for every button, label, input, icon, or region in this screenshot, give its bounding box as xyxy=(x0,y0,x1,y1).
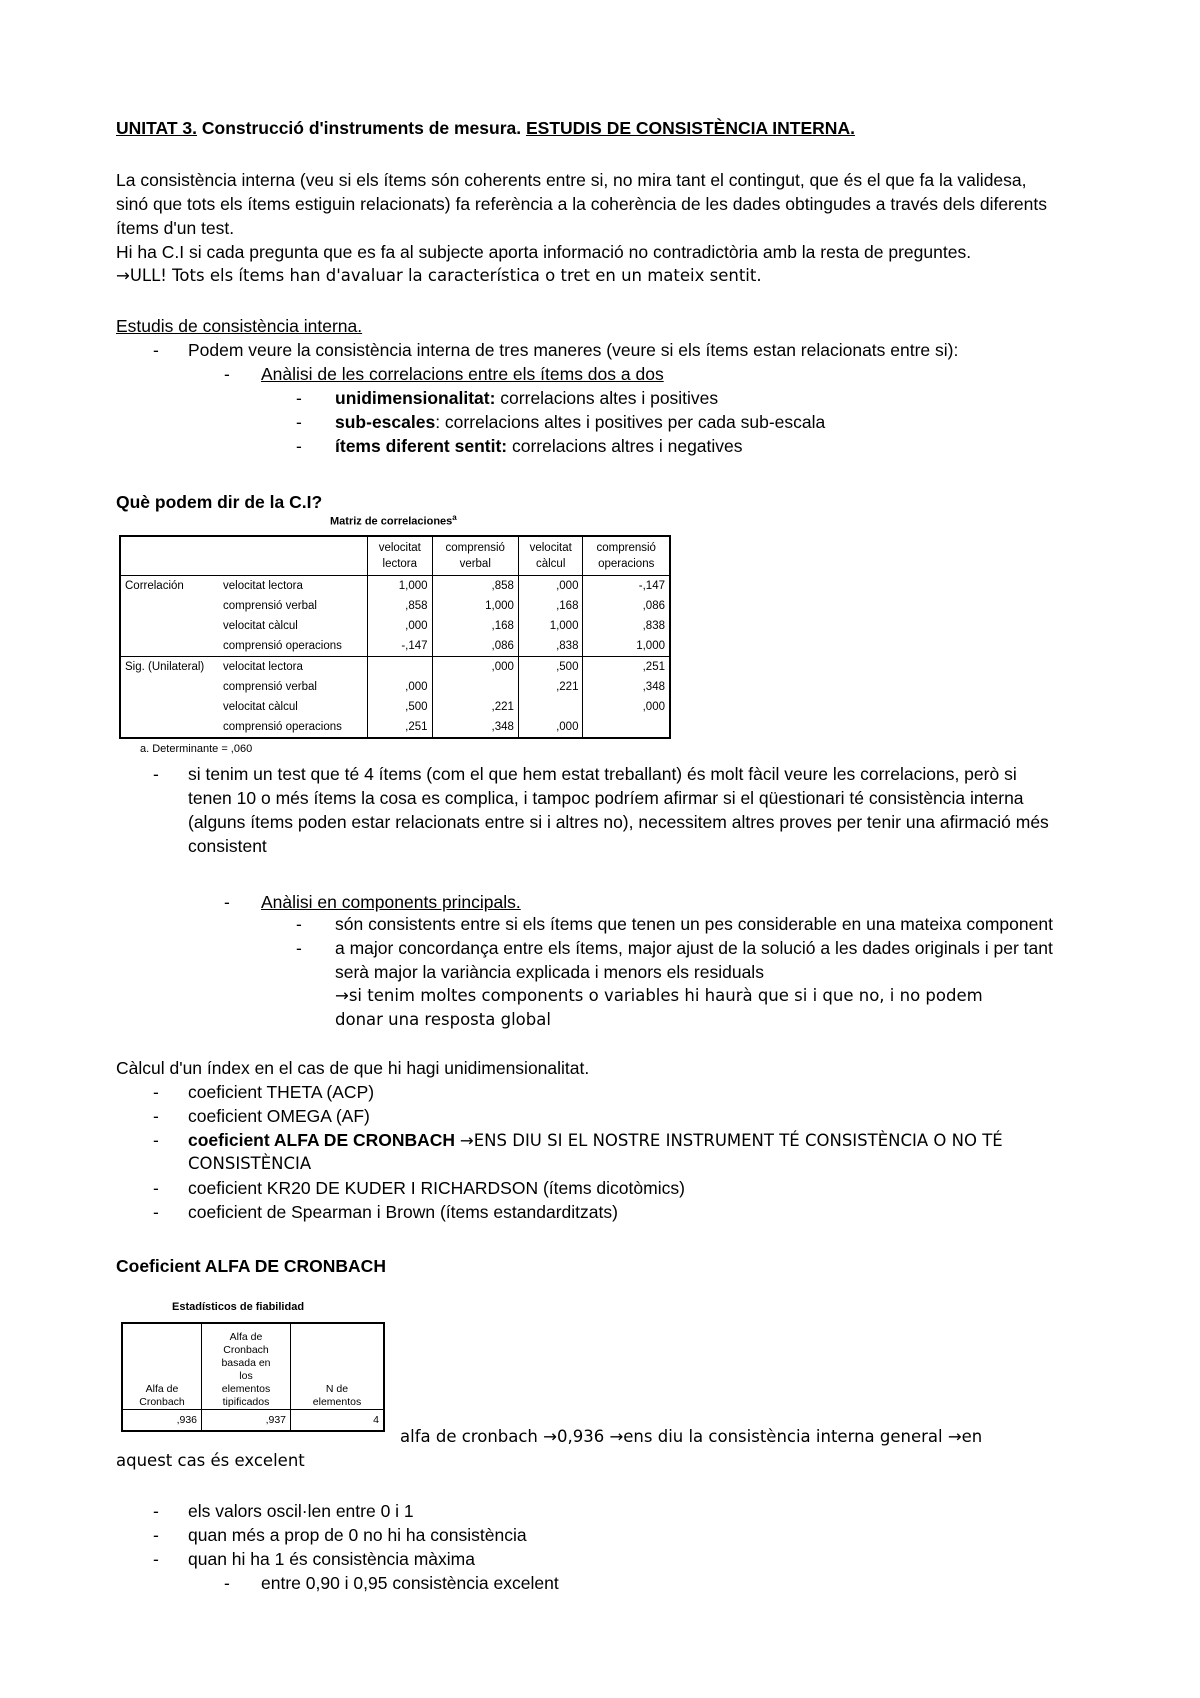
table-row xyxy=(120,677,670,697)
col-header: velocitat càlcul xyxy=(518,536,583,576)
col-header: comprensió operacions xyxy=(583,536,670,576)
after-table-line-4: consistent xyxy=(188,836,267,856)
title-text: Construcció d'instruments de mesura. xyxy=(197,118,526,138)
group-label xyxy=(120,596,219,616)
studies-item-1: Podem veure la consistència interna de tres maneres (veure si els ítems estan relacionats entre si): xyxy=(188,340,959,360)
dash: - xyxy=(224,1573,230,1593)
matrix-cell: ,086 xyxy=(583,596,670,616)
dash: - xyxy=(153,1130,159,1150)
index-item-5: coeficient de Spearman i Brown (ítems estandarditzats) xyxy=(188,1202,618,1222)
dash: - xyxy=(296,436,302,456)
dash: - xyxy=(296,938,302,958)
col-header: Alfa de Cronbach basada en los elementos tipificados xyxy=(202,1323,291,1410)
n-items-value: 4 xyxy=(291,1410,385,1432)
col-header: comprensió verbal xyxy=(432,536,518,576)
matrix-cell xyxy=(518,697,583,717)
studies-bullet-3: ítems diferent sentit: correlacions altres i negatives xyxy=(335,436,743,456)
reliability-table-title: Estadísticos de fiabilidad xyxy=(172,1301,305,1313)
matrix-cell: ,348 xyxy=(432,717,518,738)
matrix-cell: ,000 xyxy=(368,616,433,636)
matrix-cell: ,858 xyxy=(432,576,518,597)
matrix-cell: ,251 xyxy=(583,657,670,678)
studies-title: Estudis de consistència interna. xyxy=(116,316,363,336)
matrix-cell: -,147 xyxy=(368,636,433,657)
correlation-body xyxy=(120,576,670,739)
dash: - xyxy=(153,1082,159,1102)
pca-bullet-1: són consistents entre si els ítems que tenen un pes considerable en una mateixa component xyxy=(335,914,1053,934)
table-row xyxy=(120,616,670,636)
matrix-cell: 1,000 xyxy=(368,576,433,597)
matrix-cell: ,000 xyxy=(432,657,518,678)
intro-line-4: Hi ha C.I si cada pregunta que es fa al subjecte aporta informació no contradictòria amb la resta de preguntes. xyxy=(116,242,972,262)
matrix-cell: ,000 xyxy=(583,697,670,717)
dash: - xyxy=(296,914,302,934)
ci-question: Què podem dir de la C.I? xyxy=(116,492,323,512)
pca-bullet-2-line-3: →si tenim moltes components o variables hi haurà que si i que no, i no podem xyxy=(335,986,983,1005)
cronbach-bullet-4: entre 0,90 i 0,95 consistència excelent xyxy=(261,1573,559,1593)
pca-bullet-2-line-1: a major concordança entre els ítems, major ajust de la solució a les dades originals i per tant xyxy=(335,938,1053,958)
table-row xyxy=(120,657,670,678)
cronbach-side-text: alfa de cronbach →0,936 →ens diu la consistència interna general →en xyxy=(400,1427,983,1446)
matrix-cell: ,221 xyxy=(518,677,583,697)
dash: - xyxy=(296,412,302,432)
matrix-cell: ,086 xyxy=(432,636,518,657)
after-table-line-2: tenen 10 o més ítems la cosa es complica, i tampoc podríem afirmar si el qüestionari té consistència interna xyxy=(188,788,1024,808)
index-item-2: coeficient OMEGA (AF) xyxy=(188,1106,370,1126)
table-row xyxy=(122,1410,384,1432)
group-label xyxy=(120,697,219,717)
dash: - xyxy=(153,1549,159,1569)
col-header: velocitat lectora xyxy=(368,536,433,576)
page-title xyxy=(116,117,855,139)
group-label xyxy=(120,717,219,738)
matrix-cell: ,000 xyxy=(518,717,583,738)
table-row xyxy=(120,596,670,616)
determinant-note: a. Determinante = ,060 xyxy=(140,743,253,755)
matrix-cell: ,168 xyxy=(518,596,583,616)
row-label: comprensió operacions xyxy=(223,640,342,652)
index-item-3: coeficient ALFA DE CRONBACH →ENS DIU SI EL NOSTRE INSTRUMENT TÉ CONSISTÈNCIA O NO TÉ xyxy=(188,1130,1003,1150)
pca-bullet-2-line-4: donar una resposta global xyxy=(335,1010,551,1029)
dash: - xyxy=(153,1202,159,1222)
dash: - xyxy=(153,764,159,784)
table-header-row xyxy=(120,536,670,576)
table-row xyxy=(120,717,670,738)
table-row xyxy=(120,636,670,657)
matrix-cell: ,500 xyxy=(368,697,433,717)
intro-note: →ULL! Tots els ítems han d'avaluar la característica o tret en un mateix sentit. xyxy=(116,266,762,285)
matrix-cell: ,348 xyxy=(583,677,670,697)
matrix-cell xyxy=(368,657,433,678)
matrix-cell: ,838 xyxy=(518,636,583,657)
after-table-line-3: (alguns ítems poden estar relacionats entre si i altres no), necessitem altres proves per tenir una afirmació més xyxy=(188,812,1049,832)
matrix-cell: ,000 xyxy=(368,677,433,697)
col-header: Alfa de Cronbach xyxy=(122,1323,202,1410)
matrix-cell xyxy=(583,717,670,738)
studies-bullet-2: sub-escales: correlacions altes i positives per cada sub-escala xyxy=(335,412,826,432)
cronbach-bullet-1: els valors oscil·len entre 0 i 1 xyxy=(188,1501,414,1521)
dash: - xyxy=(153,1525,159,1545)
cronbach-bullet-3: quan hi ha 1 és consistència màxima xyxy=(188,1549,475,1569)
row-label: velocitat càlcul xyxy=(223,701,298,713)
unit-label: UNITAT 3. xyxy=(116,118,198,138)
cronbach-bullet-2: quan més a prop de 0 no hi ha consistència xyxy=(188,1525,527,1545)
dash: - xyxy=(153,340,159,360)
matrix-cell: ,838 xyxy=(583,616,670,636)
row-label: comprensió verbal xyxy=(223,681,317,693)
pca-bullet-2-line-2: serà major la variància explicada i menors els residuals xyxy=(335,962,764,982)
row-label: velocitat càlcul xyxy=(223,620,298,632)
group-label xyxy=(120,636,219,657)
table-row xyxy=(120,697,670,717)
dash: - xyxy=(224,892,230,912)
matrix-cell: 1,000 xyxy=(432,596,518,616)
studies-bullet-1: unidimensionalitat: correlacions altes i positives xyxy=(335,388,719,408)
group-label xyxy=(120,616,219,636)
cronbach-side-text-2: aquest cas és excelent xyxy=(116,1451,305,1470)
pca-title: Anàlisi en components principals. xyxy=(261,892,521,912)
index-item-1: coeficient THETA (ACP) xyxy=(188,1082,375,1102)
table-row xyxy=(120,576,670,597)
dash: - xyxy=(153,1106,159,1126)
matrix-cell: ,500 xyxy=(518,657,583,678)
corr-table-title: Matriz de correlaciones$^a$ xyxy=(330,513,457,528)
group-label xyxy=(120,677,219,697)
matrix-cell: 1,000 xyxy=(518,616,583,636)
group-label: Sig. (Unilateral) xyxy=(120,657,219,678)
group-label: Correlación xyxy=(125,580,184,592)
alpha-value: ,936 xyxy=(176,1414,197,1426)
matrix-cell: ,858 xyxy=(368,596,433,616)
row-label: velocitat lectora xyxy=(223,580,303,592)
row-label: comprensió verbal xyxy=(223,600,317,612)
matrix-cell: ,000 xyxy=(518,576,583,597)
matrix-cell: 1,000 xyxy=(583,636,670,657)
dash: - xyxy=(296,388,302,408)
matrix-cell: ,251 xyxy=(368,717,433,738)
studies-sub-1: Anàlisi de les correlacions entre els ítems dos a dos xyxy=(261,364,664,384)
dash: - xyxy=(224,364,230,384)
after-table-line-1: si tenim un test que té 4 ítems (com el que hem estat treballant) és molt fàcil veure les correlacions, però si xyxy=(188,764,1017,784)
index-item-3-cont: CONSISTÈNCIA xyxy=(188,1154,312,1173)
intro-line-1: La consistència interna (veu si els ítems són coherents entre si, no mira tant el contingut, que és el que fa la validesa, xyxy=(116,170,1027,190)
table-header-row xyxy=(122,1323,384,1410)
reliability-table xyxy=(121,1322,385,1432)
row-label: velocitat lectora xyxy=(219,657,368,678)
matrix-cell xyxy=(432,677,518,697)
matrix-cell: ,168 xyxy=(432,616,518,636)
index-item-4: coeficient KR20 DE KUDER I RICHARDSON (ítems dicotòmics) xyxy=(188,1178,685,1198)
matrix-cell: -,147 xyxy=(583,576,670,597)
row-label: comprensió operacions xyxy=(223,721,342,733)
col-header: N de elementos xyxy=(291,1323,385,1410)
intro-line-3: ítems d'un test. xyxy=(116,218,235,238)
dash: - xyxy=(153,1178,159,1198)
index-title: Càlcul d'un índex en el cas de que hi hagi unidimensionalitat. xyxy=(116,1058,590,1078)
matrix-cell: ,221 xyxy=(432,697,518,717)
correlation-matrix xyxy=(119,535,671,739)
alpha-std-value: ,937 xyxy=(202,1410,291,1432)
intro-line-2: sinó que tots els ítems estiguin relacionats) fa referència a la coherència de les dades obtingudes a través dels diferents xyxy=(116,194,1047,214)
dash: - xyxy=(153,1501,159,1521)
topic-text: ESTUDIS DE CONSISTÈNCIA INTERNA. xyxy=(525,118,855,138)
cronbach-title: Coeficient ALFA DE CRONBACH xyxy=(116,1256,386,1276)
